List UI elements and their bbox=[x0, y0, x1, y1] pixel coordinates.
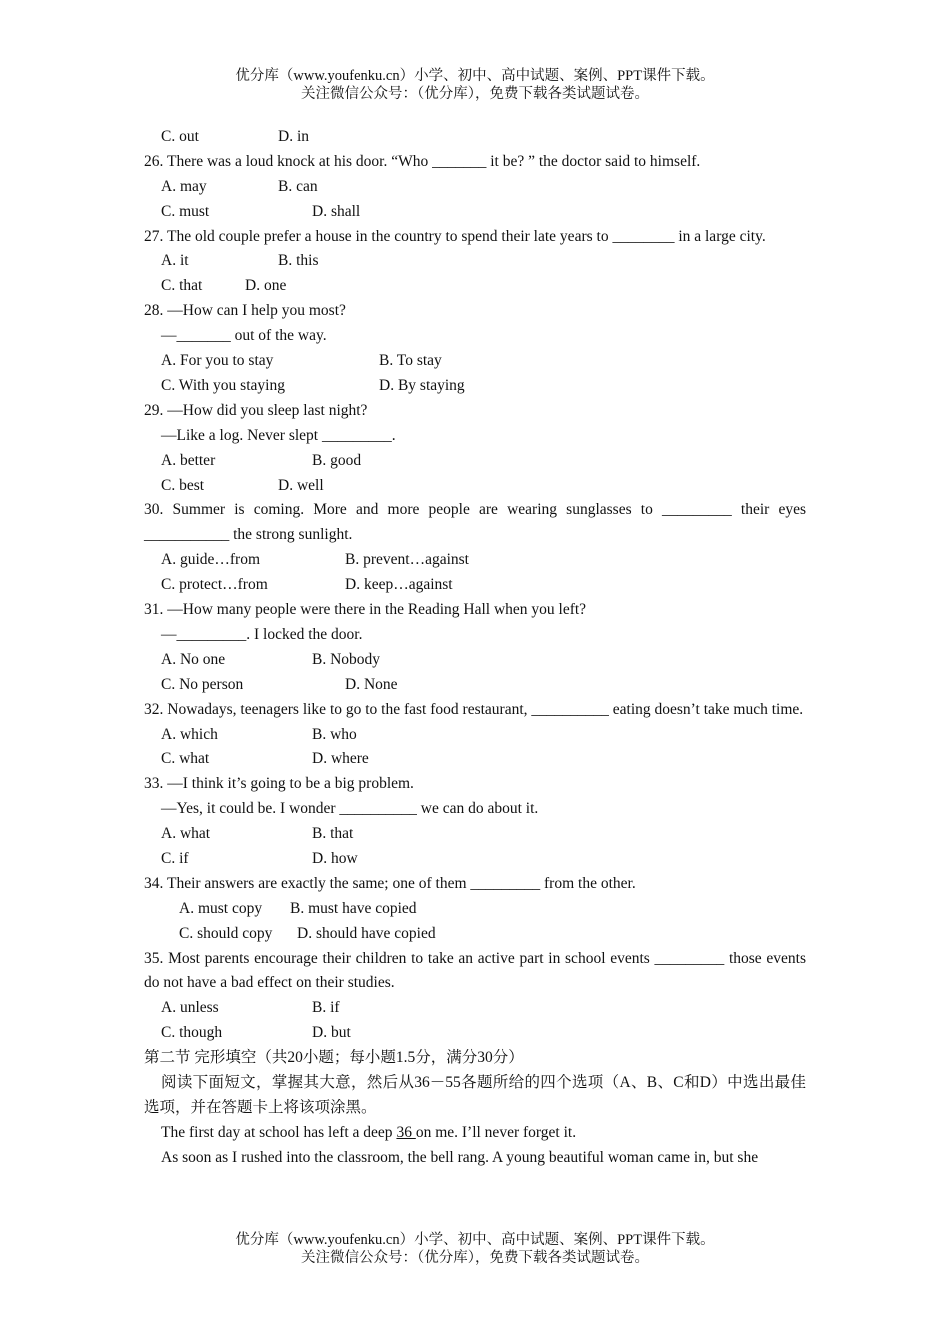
q30-options-ab bbox=[144, 548, 806, 573]
option-b: B. if bbox=[312, 999, 340, 1017]
option-d: D. shall bbox=[312, 202, 361, 220]
option-d: D. but bbox=[312, 1024, 351, 1042]
option-a: A. must copy bbox=[179, 899, 263, 917]
option-b: B. To stay bbox=[379, 352, 442, 370]
option-a: A. guide…from bbox=[161, 551, 261, 569]
q30-options-cd bbox=[144, 573, 806, 598]
option-a: A. it bbox=[161, 252, 189, 270]
option-c: C. protect…from bbox=[161, 576, 268, 594]
question-29: 29. —How did you sleep last night? bbox=[144, 401, 368, 419]
q31-options-ab bbox=[144, 648, 806, 673]
q31-options-cd bbox=[144, 673, 806, 698]
option-b: B. can bbox=[278, 177, 318, 195]
q28-options-ab bbox=[144, 349, 806, 374]
option-d: D. By staying bbox=[379, 376, 465, 394]
question-30: 30. Summer is coming. More and more people are wearing sunglasses to _________ their eyes ___________ the strong sunlight. bbox=[144, 501, 806, 544]
question-33: 33. —I think it’s going to be a big problem. bbox=[144, 775, 414, 793]
q27-options-cd bbox=[144, 274, 806, 299]
question-34: 34. Their answers are exactly the same; one of them _________ from the other. bbox=[144, 874, 636, 892]
q25-options-cd bbox=[144, 125, 806, 150]
q29-reply: —Like a log. Never slept _________. bbox=[161, 426, 396, 444]
question-26: 26. There was a loud knock at his door. “Who _______ it be? ” the doctor said to himself. bbox=[144, 152, 701, 170]
option-a: A. what bbox=[161, 825, 211, 843]
option-a: A. better bbox=[161, 451, 216, 469]
option-c: C. With you staying bbox=[161, 376, 285, 394]
footer-line-1: 优分库（www.youfenku.cn）小学、初中、高中试题、案例、PPT课件下载。 bbox=[235, 1232, 715, 1248]
option-a: A. For you to stay bbox=[161, 352, 274, 370]
q31-reply: —_________. I locked the door. bbox=[161, 625, 363, 643]
option-c: C. best bbox=[161, 476, 205, 494]
header-line-2: 关注微信公众号：（优分库），免费下载各类试题试卷。 bbox=[301, 86, 649, 102]
option-d: D. should have copied bbox=[297, 924, 436, 942]
option-c: C. that bbox=[161, 277, 203, 295]
q33-options-ab bbox=[144, 822, 806, 847]
option-d: D. well bbox=[278, 476, 324, 494]
option-b: B. who bbox=[312, 725, 357, 743]
question-32: 32. Nowadays, teenagers like to go to the fast food restaurant, __________ eating doesn’t take much time. bbox=[144, 700, 804, 718]
section-2-title: 第二节 完形填空（共20小题；每小题1.5分，满分30分） bbox=[144, 1049, 524, 1067]
q32-options-cd bbox=[144, 747, 806, 772]
footer-line-2: 关注微信公众号：（优分库），免费下载各类试题试卷。 bbox=[301, 1250, 649, 1266]
option-b: B. Nobody bbox=[312, 650, 381, 668]
option-a: A. may bbox=[161, 177, 207, 195]
option-b: B. this bbox=[278, 252, 319, 270]
q29-options-cd bbox=[144, 474, 806, 499]
q34-options-cd bbox=[144, 922, 806, 947]
passage-text: The first day at school has left a deep bbox=[161, 1123, 397, 1141]
option-c: C. must bbox=[161, 202, 210, 220]
page-footer bbox=[0, 1231, 950, 1267]
option-a: A. No one bbox=[161, 650, 226, 668]
option-a: A. unless bbox=[161, 999, 219, 1017]
option-d: D. where bbox=[312, 750, 369, 768]
option-d: D. None bbox=[345, 675, 398, 693]
q26-options-ab bbox=[144, 175, 806, 200]
q28-options-cd bbox=[144, 374, 806, 399]
option-c: C. what bbox=[161, 750, 210, 768]
option-c: C. No person bbox=[161, 675, 244, 693]
question-31: 31. —How many people were there in the Reading Hall when you left? bbox=[144, 601, 587, 619]
option-c: C. though bbox=[161, 1024, 223, 1042]
option-b: B. must have copied bbox=[290, 899, 417, 917]
question-35: 35. Most parents encourage their children to take an active part in school events _________ those events do not have a bad effect on their studies. bbox=[144, 949, 806, 992]
question-28: 28. —How can I help you most? bbox=[144, 302, 346, 320]
section-2-instructions: 阅读下面短文，掌握其大意，然后从36－55各题所给的四个选项（A、B、C和D）中选出最佳选项，并在答题卡上将该项涂黑。 bbox=[144, 1074, 806, 1116]
option-b: B. good bbox=[312, 451, 362, 469]
passage-text: on me. I’ll never forget it. bbox=[415, 1123, 577, 1141]
blank-36: 36 bbox=[396, 1123, 416, 1141]
q33-options-cd bbox=[144, 847, 806, 872]
option-d: D. one bbox=[245, 277, 287, 295]
q27-options-ab bbox=[144, 249, 806, 274]
question-27: 27. The old couple prefer a house in the country to spend their late years to ________ in a large city. bbox=[144, 227, 766, 245]
page-header bbox=[0, 67, 950, 103]
option-d: D. in bbox=[278, 128, 309, 145]
q35-options-cd bbox=[144, 1021, 806, 1046]
option-b: B. prevent…against bbox=[345, 551, 469, 569]
option-a: A. which bbox=[161, 725, 218, 743]
option-b: B. that bbox=[312, 825, 354, 843]
q28-reply: —_______ out of the way. bbox=[161, 327, 327, 345]
q34-options-ab bbox=[144, 897, 806, 922]
option-c: C. if bbox=[161, 849, 189, 867]
q33-reply: —Yes, it could be. I wonder __________ we can do about it. bbox=[161, 800, 539, 818]
q26-options-cd bbox=[144, 200, 806, 225]
q35-options-ab bbox=[144, 996, 806, 1021]
option-c: C. should copy bbox=[179, 924, 273, 942]
option-d: D. keep…against bbox=[345, 576, 453, 594]
passage-paragraph-2: As soon as I rushed into the classroom, the bell rang. A young beautiful woman came in, but she bbox=[161, 1148, 759, 1166]
passage-paragraph-1 bbox=[144, 1121, 806, 1146]
q32-options-ab bbox=[144, 723, 806, 748]
q29-options-ab bbox=[144, 449, 806, 474]
exam-content bbox=[144, 125, 806, 1171]
option-c: C. out bbox=[161, 128, 199, 145]
header-line-1: 优分库（www.youfenku.cn）小学、初中、高中试题、案例、PPT课件下载。 bbox=[235, 68, 715, 84]
option-d: D. how bbox=[312, 849, 358, 867]
